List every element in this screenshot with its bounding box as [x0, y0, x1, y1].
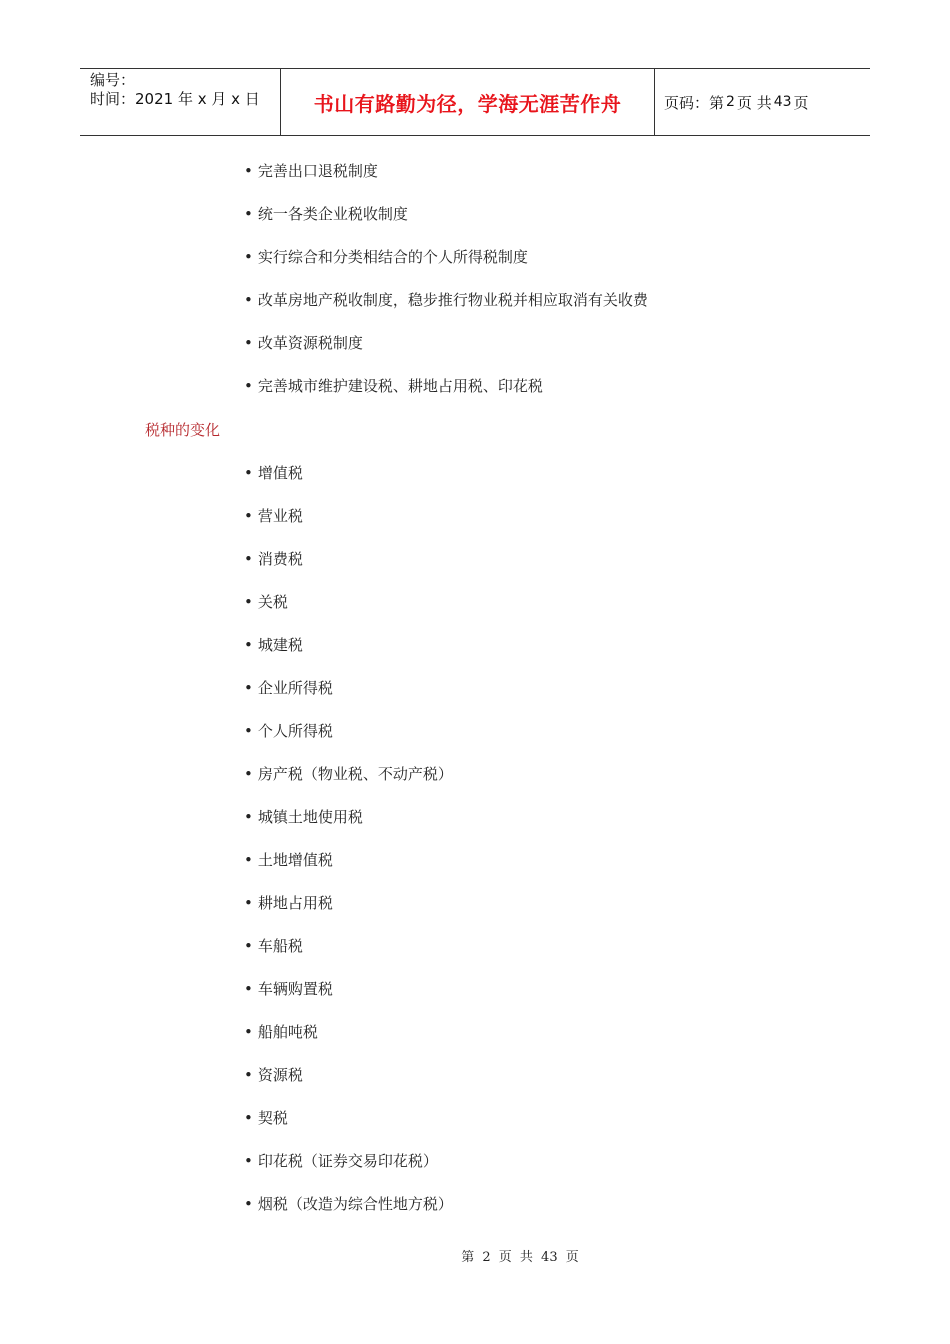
time-label: 时间：2021 年 x 月 x 日: [90, 90, 260, 108]
reform-item: [244, 290, 648, 333]
tax-item-text: 车船税: [257, 937, 303, 955]
tax-item-text: 印花税（证券交易印花税）: [257, 1152, 438, 1170]
bullet-icon: •: [244, 808, 253, 826]
bullet-icon: •: [244, 894, 253, 912]
tax-item: [244, 1065, 453, 1108]
tax-item-text: 个人所得税: [257, 722, 333, 740]
tax-item-text: 城建税: [257, 636, 303, 654]
tax-item-text: 消费税: [257, 550, 303, 568]
tax-item-text: 车辆购置税: [257, 980, 333, 998]
reform-item-text: 实行综合和分类相结合的个人所得税制度: [257, 248, 528, 266]
page-header: [80, 68, 870, 136]
bullet-icon: •: [244, 291, 253, 309]
reform-item-text: 改革资源税制度: [257, 334, 363, 352]
tax-item: [244, 1022, 453, 1065]
tax-item: [244, 764, 453, 807]
tax-item: [244, 1108, 453, 1151]
tax-item-text: 增值税: [257, 464, 303, 482]
bullet-icon: •: [244, 1195, 253, 1213]
reform-item-text: 完善出口退税制度: [257, 162, 378, 180]
header-meta: [80, 69, 281, 135]
bullet-icon: •: [244, 248, 253, 266]
bullet-icon: •: [244, 722, 253, 740]
tax-item: [244, 506, 453, 549]
bullet-icon: •: [244, 679, 253, 697]
section-heading: 税种的变化: [145, 421, 221, 439]
header-page-info: [655, 69, 870, 135]
page-current: 2: [726, 94, 735, 110]
reform-item: [244, 247, 648, 290]
bullet-icon: •: [244, 851, 253, 869]
bullet-icon: •: [244, 636, 253, 654]
tax-item: [244, 1194, 453, 1237]
reform-item: [244, 376, 648, 419]
tax-item: [244, 592, 453, 635]
reform-item-text: 统一各类企业税收制度: [257, 205, 408, 223]
reform-item: [244, 204, 648, 247]
tax-item: [244, 979, 453, 1022]
tax-item: [244, 936, 453, 979]
bullet-icon: •: [244, 1023, 253, 1041]
page-footer: 第 2 页 共 43 页: [461, 1250, 579, 1265]
reform-item-text: 完善城市维护建设税、耕地占用税、印花税: [257, 377, 543, 395]
tax-item: [244, 850, 453, 893]
tax-item: [244, 678, 453, 721]
tax-item-text: 船舶吨税: [257, 1023, 318, 1041]
bullet-icon: •: [244, 334, 253, 352]
tax-item: [244, 807, 453, 850]
page-suffix: 页: [793, 93, 809, 112]
tax-item: [244, 463, 453, 506]
bullet-icon: •: [244, 765, 253, 783]
tax-item-text: 房产税（物业税、不动产税）: [257, 765, 453, 783]
reform-item-text: 改革房地产税收制度，稳步推行物业税并相应取消有关收费: [257, 291, 648, 309]
bullet-icon: •: [244, 507, 253, 525]
reform-item: [244, 161, 648, 204]
bullet-icon: •: [244, 593, 253, 611]
tax-item-text: 城镇土地使用税: [257, 808, 363, 826]
tax-item: [244, 893, 453, 936]
tax-item-text: 企业所得税: [257, 679, 333, 697]
bullet-icon: •: [244, 162, 253, 180]
tax-item-text: 契税: [257, 1109, 288, 1127]
header-motto: 书山有路勤为径，学海无涯苦作舟: [281, 69, 655, 135]
bullet-icon: •: [244, 1066, 253, 1084]
page-prefix: 页码：第: [664, 93, 725, 112]
bullet-icon: •: [244, 1109, 253, 1127]
tax-item-text: 关税: [257, 593, 288, 611]
tax-list: [244, 463, 453, 1237]
page-total: 43: [773, 94, 792, 110]
tax-item-text: 耕地占用税: [257, 894, 333, 912]
bullet-icon: •: [244, 550, 253, 568]
tax-item: [244, 635, 453, 678]
bullet-icon: •: [244, 980, 253, 998]
reform-list: [244, 161, 648, 419]
bullet-icon: •: [244, 205, 253, 223]
page-mid: 页 共: [736, 93, 772, 112]
number-label: 编号：: [90, 71, 136, 89]
bullet-icon: •: [244, 1152, 253, 1170]
reform-item: [244, 333, 648, 376]
tax-item: [244, 549, 453, 592]
tax-item: [244, 1151, 453, 1194]
tax-item-text: 资源税: [257, 1066, 303, 1084]
tax-item: [244, 721, 453, 764]
bullet-icon: •: [244, 937, 253, 955]
tax-item-text: 烟税（改造为综合性地方税）: [257, 1195, 453, 1213]
tax-item-text: 营业税: [257, 507, 303, 525]
bullet-icon: •: [244, 464, 253, 482]
tax-item-text: 土地增值税: [257, 851, 333, 869]
bullet-icon: •: [244, 377, 253, 395]
